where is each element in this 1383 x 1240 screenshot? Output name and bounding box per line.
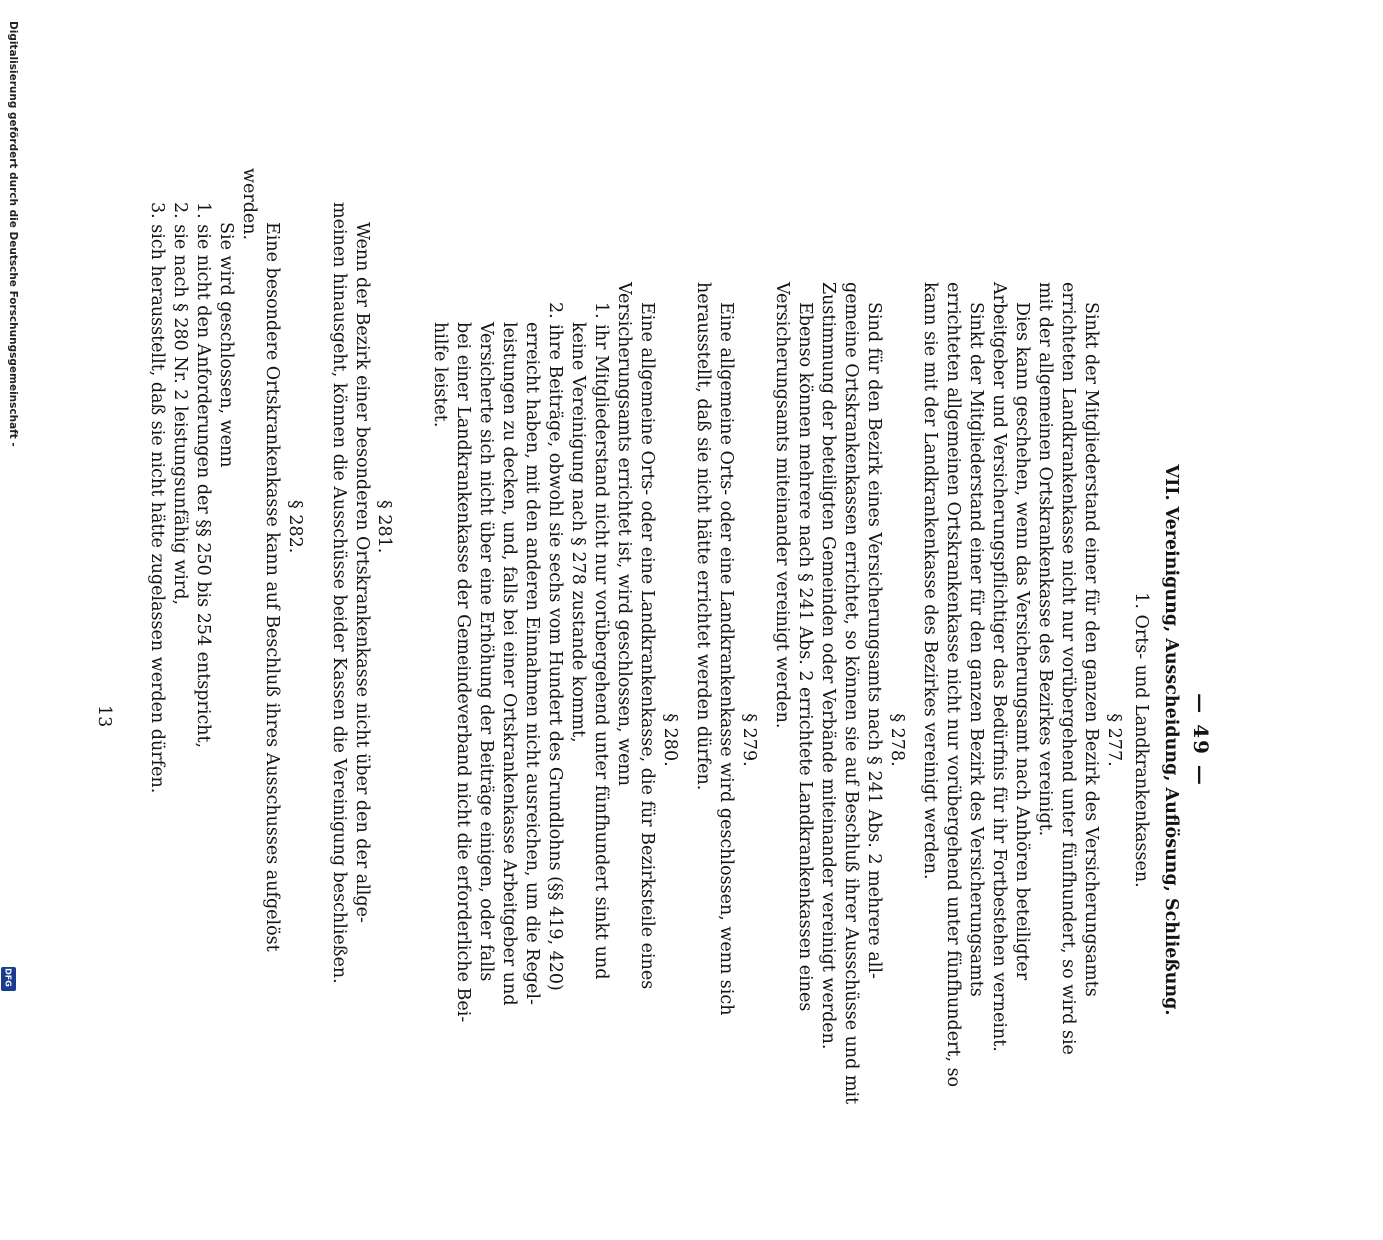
text-line: keine Vereinigung nach § 278 zustande kommt, [568,322,588,743]
text-line: kann sie mit der Landkrankenkasse des Bezirkes vereinigt werden. [920,282,940,880]
list-item: 2. sie nach § 280 Nr. 2 leistungsunfähig wird, [170,202,190,606]
paragraph-277-heading: § 277. [1104,713,1124,767]
page-number: — 49 — [1189,693,1213,787]
chapter-title: VII. Vereinigung, Ausscheidung, Auflösung, Schließung. [1161,464,1181,1016]
text-line: errichteten Landkrankenkasse nicht nur vorübergehend unter fünfhundert, so wird sie [1058,282,1078,1055]
text-line: Versicherungsamts miteinander vereinigt werden. [772,282,792,729]
text-line: Sind für den Bezirk eines Versicherungsamts nach § 241 Abs. 2 mehrere all- [864,302,884,979]
list-item: 1. sie nicht den Anforderungen der §§ 250 bis 254 entspricht, [193,202,213,749]
digitization-sidebar [0,0,19,1000]
list-item: 1. ihr Mitgliederstand nicht nur vorübergehend unter fünfhundert sinkt und [591,302,611,980]
text-line: Sie wird geschlossen, wenn [216,222,236,468]
rotated-page [430,240,1241,1240]
text-line: werden. [239,168,259,241]
text-line: hilfe leistet. [430,322,450,428]
text-line: meinen hinausgeht, können die Ausschüsse beider Kassen die Vereinigung beschließen. [329,202,349,984]
text-line: Ebenso können mehrere nach § 241 Abs. 2 errichtete Landkrankenkassen eines [795,302,815,1012]
text-line: Zustimmung der beteiligten Gemeinden oder Verbände miteinander vereinigt werden. [818,282,838,1050]
text-line: Wenn der Bezirk einer besonderen Ortskrankenkasse nicht über den der allge- [352,222,372,923]
text-line: herausstellt, daß sie nicht hätte errichtet werden dürfen. [693,282,713,791]
text-line: erreicht haben, mit den anderen Einnahmen nicht ausreichen, um die Regel- [522,322,542,1005]
text-line: Eine allgemeine Orts- oder eine Landkrankenkasse wird geschlossen, wenn sich [716,302,736,1016]
text-line: Arbeitgeber und Versicherungspflichtiger das Bedürfnis für ihr Fortbestehen verneint. [989,282,1009,1052]
text-line: bei einer Landkrankenkasse der Gemeindeverband nicht die erforderliche Bei- [453,322,473,1023]
text-line: Eine allgemeine Orts- oder eine Landkrankenkasse, die für Bezirksteile eines [637,302,657,990]
list-item: 3. sich herausstellt, daß sie nicht hätte zugelassen werden dürfen. [147,202,167,794]
text-line: mit der allgemeinen Ortskrankenkasse des Bezirkes vereinigt. [1035,282,1055,837]
section-title: 1. Orts- und Landkrankenkassen. [1131,592,1151,888]
text-line: leistungen zu decken, und, falls bei einer Ortskrankenkasse Arbeitgeber und [499,322,519,1006]
paragraph-279-heading: § 279. [739,713,759,767]
text-line: Sinkt der Mitgliederstand einer für den ganzen Bezirk des Versicherungsamts [966,302,986,997]
text-line: Dies kann geschehen, wenn das Versicherungsamt nach Anhören beteiligter [1012,302,1032,981]
text-line: Sinkt der Mitgliederstand einer für den ganzen Bezirk des Versicherungsamts [1081,302,1101,997]
dfg-logo: DFG [1,967,16,991]
signature-mark: 13 [94,705,114,728]
text-line: Versicherte sich nicht über eine Erhöhung der Beiträge einigen, oder falls [476,322,496,982]
text-line: gemeine Ortskrankenkassen errichtet, so können sie auf Beschluß ihrer Ausschüsse und mit [841,282,861,1105]
text-line: Versicherungsamts errichtet ist, wird geschlossen, wenn [614,282,634,786]
text-line: Eine besondere Ortskrankenkasse kann auf Beschluß ihres Ausschusses aufgelöst [262,222,282,952]
list-item: 2. ihre Beiträge, obwohl sie sechs vom Hundert des Grundlohns (§§ 419, 420) [545,302,565,991]
funding-note: Digitalisierung gefördert durch die Deutsche Forschungsgemeinschaft - [7,21,19,447]
paragraph-278-heading: § 278. [887,713,907,767]
paragraph-280-heading: § 280. [660,713,680,767]
text-line: errichteten allgemeinen Ortskrankenkasse nicht nur vorübergehend unter fünfhundert, so [943,282,963,1088]
